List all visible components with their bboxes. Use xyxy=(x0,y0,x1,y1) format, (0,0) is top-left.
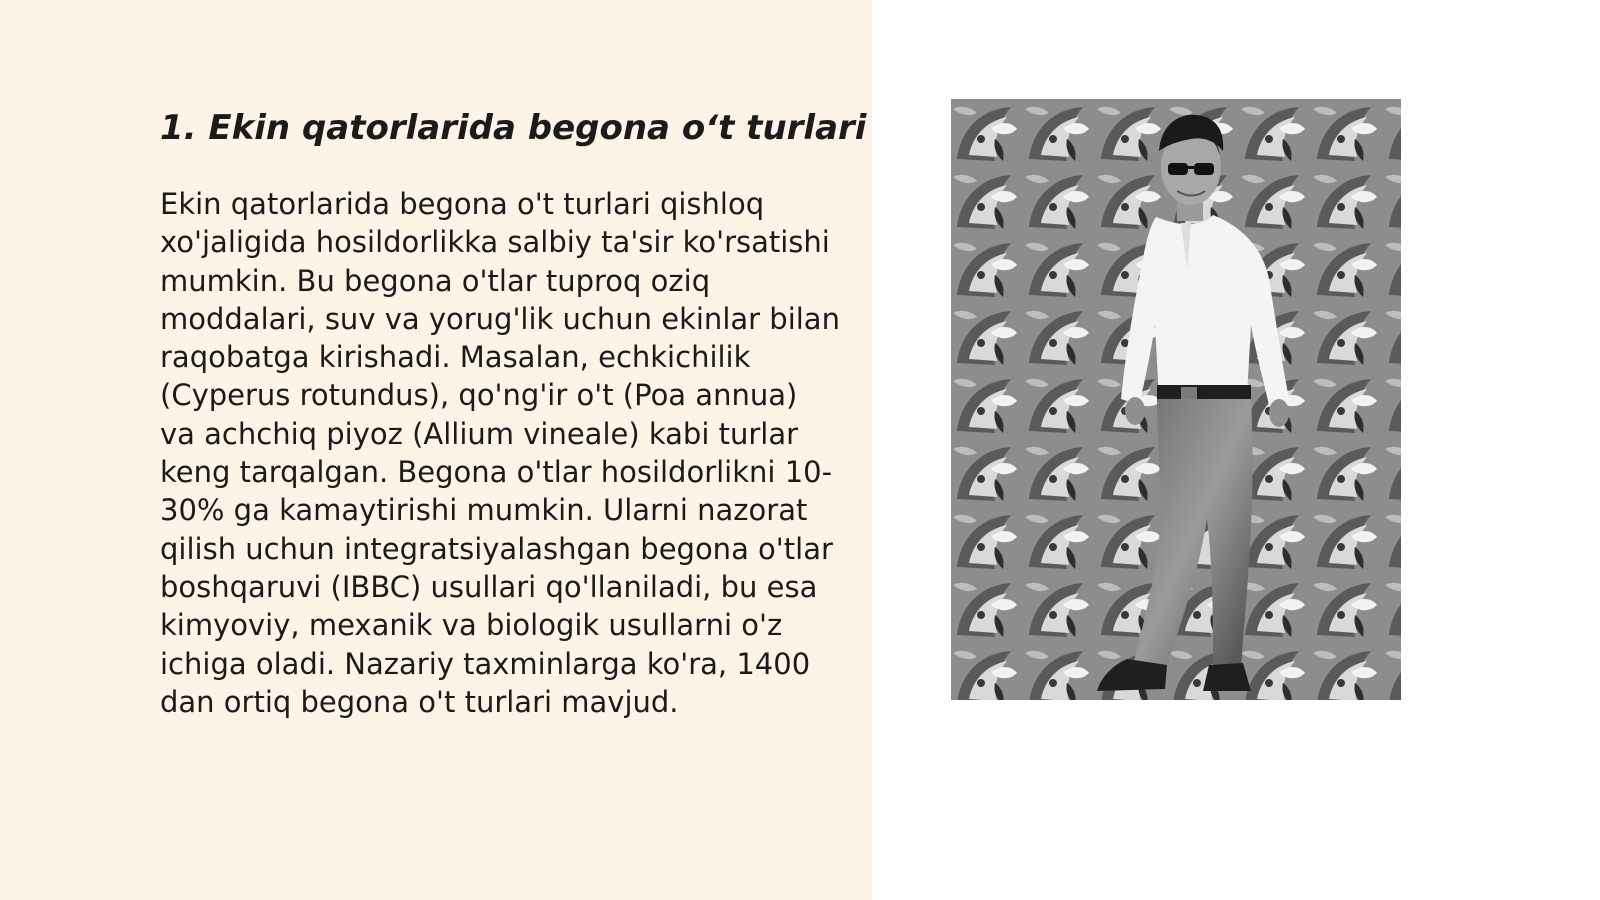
slide-body-text: Ekin qatorlarida begona o't turlari qishloq xo'jaligida hosildorlikka salbiy ta'sir ko'rsatishi mumkin. Bu begona o'tlar tuproq oziq moddalari, suv va yorug'lik uchun ekinlar bilan raqobatga kirishadi. Masalan, echkichilik (Cyperus rotundus), qo'ng'ir o't (Poa annua) va achchiq piyoz (Allium vineale) kabi turlar keng tarqalgan. Begona o'tlar hosildorlikni 10-30% ga kamaytirishi mumkin. Ularni nazorat qilish uchun integratsiyalashgan begona o'tlar boshqaruvi (IBBC) usullari qo'llaniladi, bu esa kimyoviy, mexanik va biologik usullarni o'z ichiga oladi. Nazariy taxminlarga ko'ra, 1400 dan ortiq begona o't turlari mavjud. xyxy=(160,187,840,719)
slide-title: 1. Ekin qatorlarida begona o‘t turlari xyxy=(160,108,867,148)
person-photo-graphic xyxy=(951,99,1401,700)
person-photo xyxy=(951,99,1401,700)
